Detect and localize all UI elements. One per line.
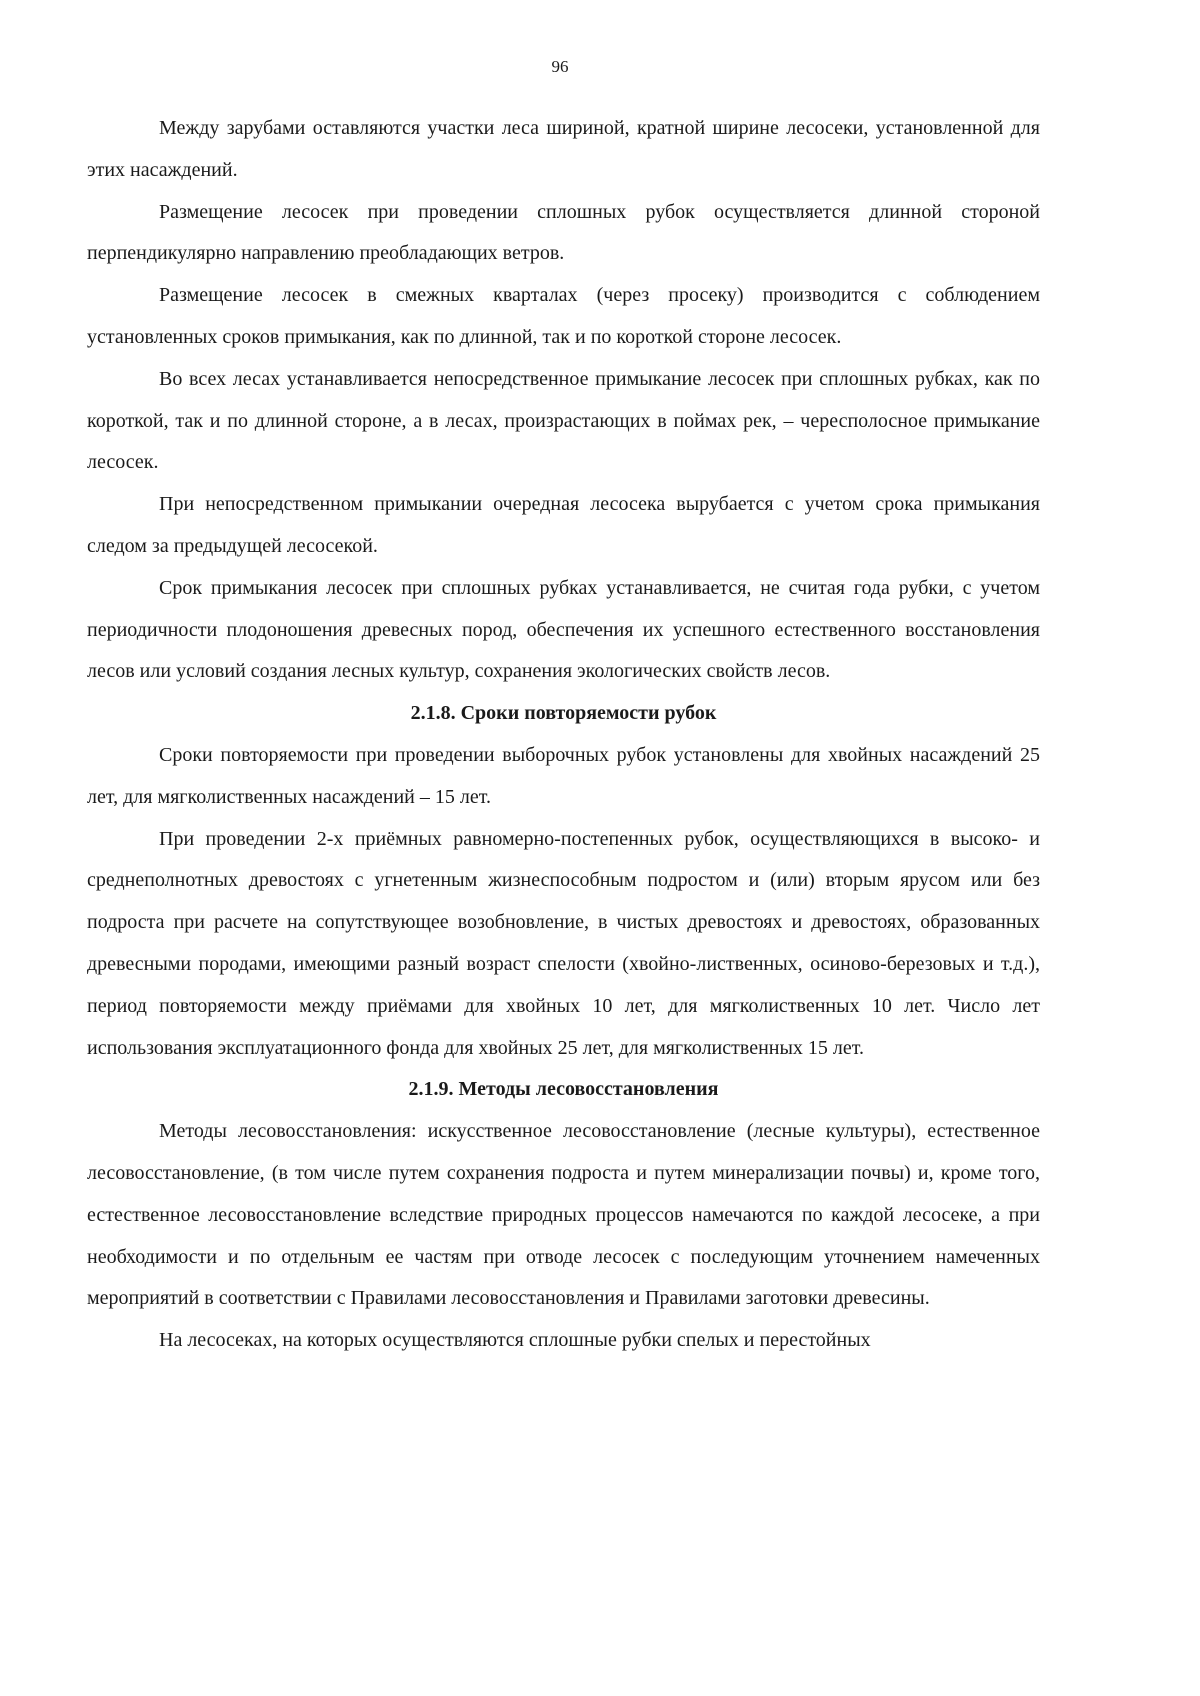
paragraph: Размещение лесосек в смежных кварталах (через просеку) производится с соблюдением установленных сроков примыкания, как по длинной, так и по короткой стороне лесосек. xyxy=(87,284,1040,348)
paragraph: На лесосеках, на которых осуществляются сплошные рубки спелых и перестойных xyxy=(159,1329,871,1352)
paragraph: При проведении 2-х приёмных равномерно-постепенных рубок, осуществляющихся в высоко- и среднеполнотных древостоях с угнетенным жизнеспособным подростом и (или) вторым ярусом или без подроста при расчете на сопутствующее возобновление, в чистых древостоях и древостоях, образованных древесными породами, имеющими разный возраст спелости (хвойно-лиственных, осиново-березовых и т.д.), период повторяемости между приёмами для хвойных 10 лет, для мягколиственных 10 лет. Число лет использования эксплуатационного фонда для хвойных 25 лет, для мягколиственных 15 лет. xyxy=(87,827,1040,1059)
paragraph: Между зарубами оставляются участки леса шириной, кратной ширине лесосеки, установленной для этих насаждений. xyxy=(87,117,1040,181)
paragraph: Размещение лесосек при проведении сплошных рубок осуществляется длинной стороной перпендикулярно направлению преобладающих ветров. xyxy=(87,200,1040,265)
document-body xyxy=(87,108,1040,1362)
page-number: 96 xyxy=(551,57,569,76)
section-heading: 2.1.8. Сроки повторяемости рубок xyxy=(410,702,717,725)
paragraph: Методы лесовосстановления: искусственное лесовосстановление (лесные культуры), естественное лесовосстановление, (в том числе путем сохранения подроста и путем минерализации почвы) и, кроме того, естественное лесовосстановление вследствие природных процессов намечаются по каждой лесосеке, а при необходимости и по отдельным ее частям при отводе лесосек с последующим уточнением намеченных мероприятий в соответствии с Правилами лесовосстановления и Правилами заготовки древесины. xyxy=(87,1120,1040,1310)
paragraph: Во всех лесах устанавливается непосредственное примыкание лесосек при сплошных рубках, как по короткой, так и по длинной стороне, а в лесах, произрастающих в поймах рек, – чересполосное примыкание лесосек. xyxy=(87,367,1040,474)
paragraph: Сроки повторяемости при проведении выборочных рубок установлены для хвойных насаждений 25 лет, для мягколиственных насаждений – 15 лет. xyxy=(87,743,1040,808)
section-heading: 2.1.9. Методы лесовосстановления xyxy=(408,1078,719,1101)
paragraph: Срок примыкания лесосек при сплошных рубках устанавливается, не считая года рубки, с учетом периодичности плодоношения древесных пород, обеспечения их успешного естественного восстановления лесов или условий создания лесных культур, сохранения экологических свойств лесов. xyxy=(87,576,1040,683)
paragraph: При непосредственном примыкании очередная лесосека вырубается с учетом срока примыкания следом за предыдущей лесосекой. xyxy=(87,493,1040,557)
